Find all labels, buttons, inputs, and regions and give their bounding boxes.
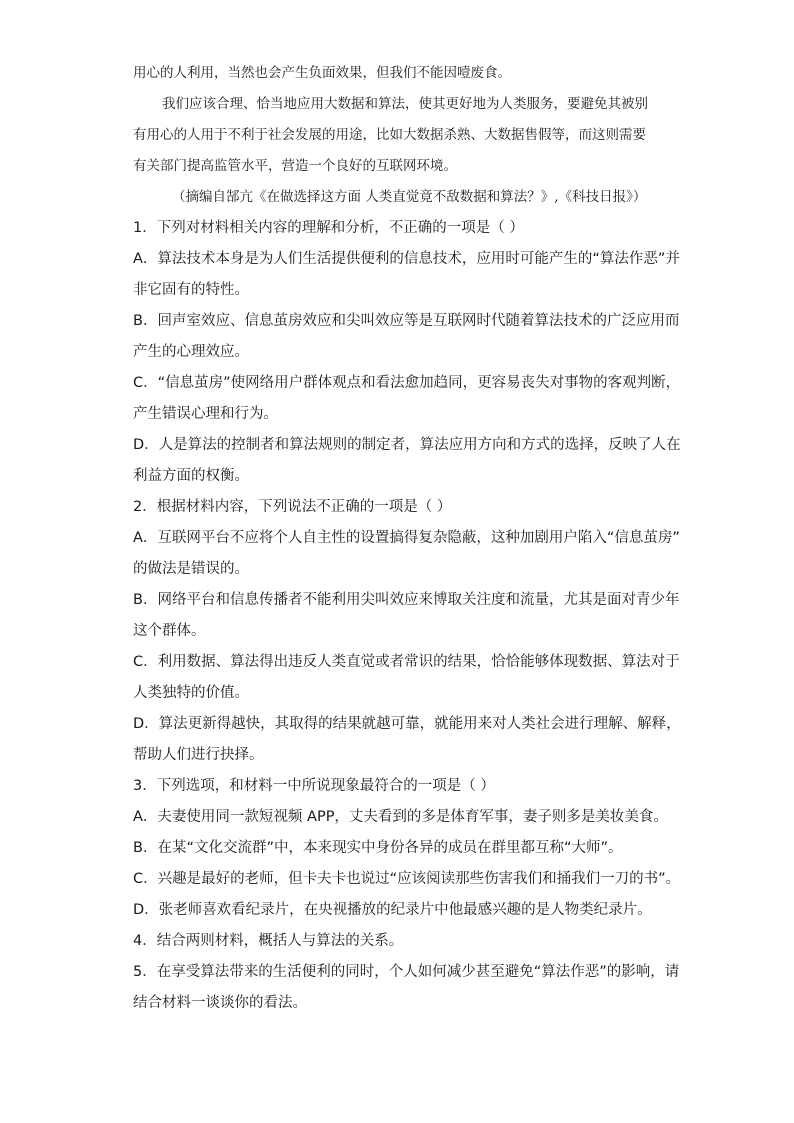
option-a-continued: 非它固有的特性。 bbox=[133, 282, 249, 298]
option-d-continued: 利益方面的权衡。 bbox=[133, 468, 249, 484]
option-a-continued: 的做法是错误的。 bbox=[133, 561, 249, 577]
passage-line: 有关部门提高监管水平，营造一个良好的互联网环境。 bbox=[133, 158, 457, 174]
question-stem: 1．下列对材料相关内容的理解和分析，不正确的一项是（ ） bbox=[133, 220, 524, 236]
option-a: A．互联网平台不应将个人自主性的设置搞得复杂隐蔽，这种加剧用户陷入“信息茧房” bbox=[133, 530, 680, 546]
question-stem-continued: 结合材料一谈谈你的看法。 bbox=[133, 995, 307, 1011]
option-b: B．回声室效应、信息茧房效应和尖叫效应等是互联网时代随着算法技术的广泛应用而 bbox=[133, 313, 680, 329]
passage bbox=[133, 58, 663, 213]
option-b-continued: 产生的心理效应。 bbox=[133, 344, 249, 360]
option-a: A．夫妻使用同一款短视频 APP，丈夫看到的多是体育军事，妻子则多是美妆美食。 bbox=[133, 809, 668, 825]
question-2 bbox=[133, 492, 681, 771]
option-c: C．“信息茧房”使网络用户群体观点和看法愈加趋同，更容易丧失对事物的客观判断， bbox=[133, 375, 681, 391]
option-c: C．兴趣是最好的老师，但卡夫卡也说过“应该阅读那些伤害我们和捅我们一刀的书”。 bbox=[133, 871, 681, 887]
passage-paragraph-start: 我们应该合理、恰当地应用大数据和算法，使其更好地为人类服务，要避免其被别 bbox=[162, 96, 648, 112]
option-c: C．利用数据、算法得出违反人类直觉或者常识的结果，恰恰能够体现数据、算法对于 bbox=[133, 654, 680, 670]
question-stem: 2．根据材料内容，下列说法不正确的一项是（ ） bbox=[133, 499, 452, 515]
question-5 bbox=[133, 957, 680, 1019]
passage-line: 用心的人利用，当然也会产生负面效果，但我们不能因噎废食。 bbox=[133, 65, 511, 81]
question-1 bbox=[133, 213, 681, 492]
document-page bbox=[133, 58, 681, 1019]
question-stem: 3．下列选项，和材料一中所说现象最符合的一项是（ ） bbox=[133, 778, 495, 794]
question-4 bbox=[133, 926, 663, 957]
question-3 bbox=[133, 771, 681, 926]
option-d: D．人是算法的控制者和算法规则的制定者，算法应用方向和方式的选择，反映了人在 bbox=[133, 437, 681, 453]
option-d: D．算法更新得越快，其取得的结果就越可靠，就能用来对人类社会进行理解、解释， bbox=[133, 716, 681, 732]
source-citation: （摘编自郜亢《在做选择这方面 人类直觉竟不敌数据和算法？》,《科技日报》） bbox=[172, 189, 647, 205]
option-a: A．算法技术本身是为人们生活提供便利的信息技术，应用时可能产生的“算法作恶”并 bbox=[133, 251, 680, 267]
option-c-continued: 人类独特的价值。 bbox=[133, 685, 249, 701]
option-c-continued: 产生错误心理和行为。 bbox=[133, 406, 278, 422]
option-d: D．张老师喜欢看纪录片，在央视播放的纪录片中他最感兴趣的是人物类纪录片。 bbox=[133, 902, 652, 918]
question-stem: 4．结合两则材料，概括人与算法的关系。 bbox=[133, 933, 404, 949]
passage-line: 有用心的人用于不利于社会发展的用途，比如大数据杀熟、大数据售假等，而这则需要 bbox=[133, 127, 646, 143]
option-b: B．网络平台和信息传播者不能利用尖叫效应来博取关注度和流量，尤其是面对青少年 bbox=[133, 592, 680, 608]
option-d-continued: 帮助人们进行抉择。 bbox=[133, 747, 264, 763]
question-stem: 5．在享受算法带来的生活便利的同时，个人如何减少甚至避免“算法作恶”的影响，请 bbox=[133, 964, 680, 980]
option-b-continued: 这个群体。 bbox=[133, 623, 206, 639]
option-b: B．在某“文化交流群”中，本来现实中身份各异的成员在群里都互称“大师”。 bbox=[133, 840, 623, 856]
